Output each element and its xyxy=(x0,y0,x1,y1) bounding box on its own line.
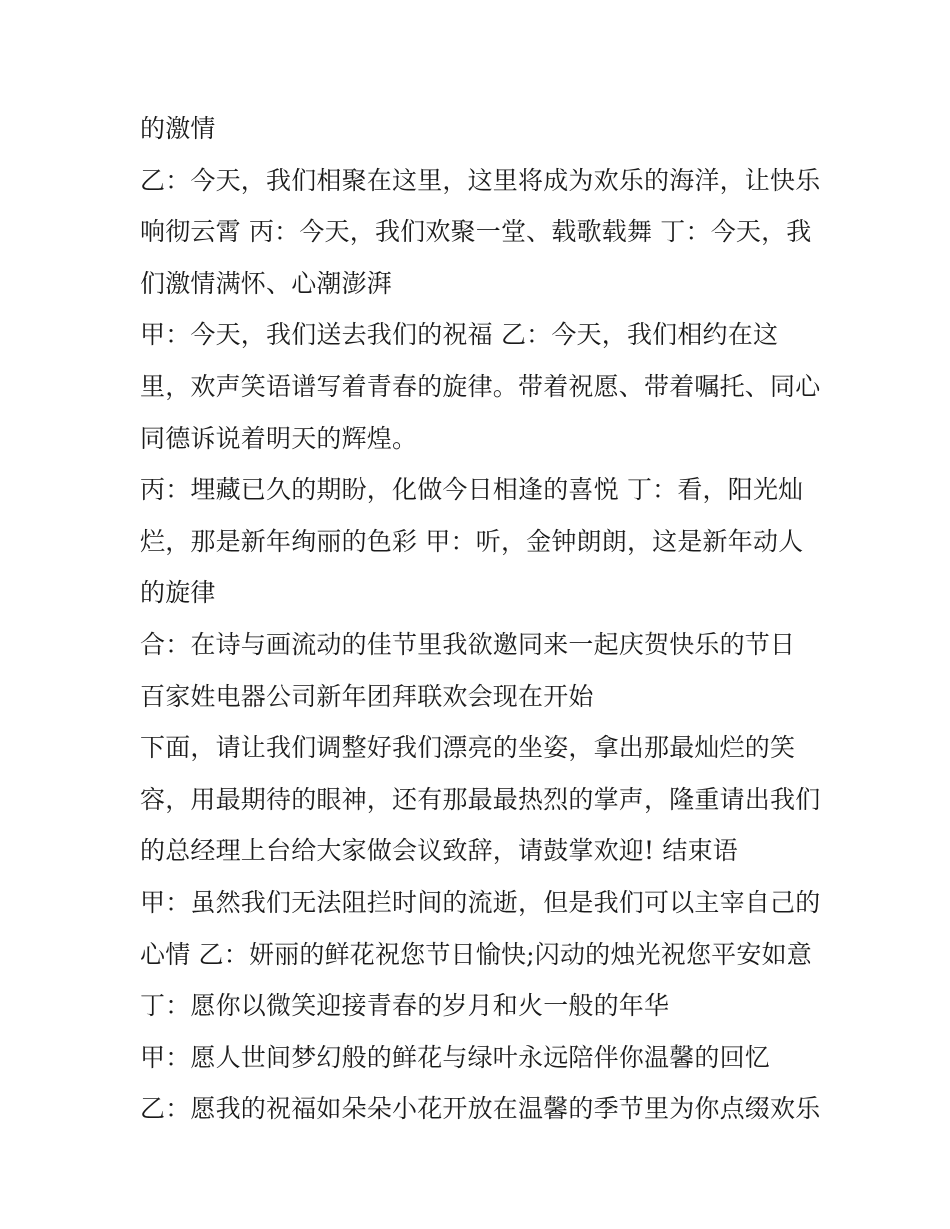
text-line: 里，欢声笑语谱写着青春的旋律。带着祝愿、带着嘱托、同心 xyxy=(140,371,821,401)
text-line: 甲：愿人世间梦幻般的鲜花与绿叶永远陪伴你温馨的回忆 xyxy=(140,1042,771,1072)
text-line: 甲：今天，我们送去我们的祝福 乙：今天，我们相约在这 xyxy=(140,320,779,350)
text-line: 丙：埋藏已久的期盼，化做今日相逢的喜悦 丁：看，阳光灿 xyxy=(140,475,804,505)
text-line: 的总经理上台给大家做会议致辞，请鼓掌欢迎! 结束语 xyxy=(140,836,738,866)
text-line: 乙：今天，我们相聚在这里，这里将成为欢乐的海洋，让快乐 xyxy=(140,165,821,195)
document-body xyxy=(140,103,840,1135)
text-line: 百家姓电器公司新年团拜联欢会现在开始 xyxy=(140,681,594,711)
text-line: 的激情 xyxy=(140,114,216,143)
text-line: 心情 乙：妍丽的鲜花祝您节日愉快;闪动的烛光祝您平安如意 xyxy=(140,939,812,969)
text-line: 容，用最期待的眼神，还有那最最热烈的掌声，隆重请出我们 xyxy=(140,784,821,814)
text-line: 丁：愿你以微笑迎接青春的岁月和火一般的年华 xyxy=(140,991,670,1021)
text-line: 同德诉说着明天的辉煌。 xyxy=(140,423,418,453)
text-line: 下面，请让我们调整好我们漂亮的坐姿，拿出那最灿烂的笑 xyxy=(140,733,796,763)
text-line: 乙：愿我的祝福如朵朵小花开放在温馨的季节里为你点缀欢乐 xyxy=(140,1094,821,1124)
text-line: 的旋律 xyxy=(140,578,216,608)
text-line: 烂，那是新年绚丽的色彩 甲：听，金钟朗朗，这是新年动人 xyxy=(140,526,804,556)
text-line: 们激情满怀、心潮澎湃 xyxy=(140,268,393,298)
text-line: 响彻云霄 丙：今天，我们欢聚一堂、载歌载舞 丁：今天，我 xyxy=(140,217,812,247)
text-line: 合：在诗与画流动的佳节里我欲邀同来一起庆贺快乐的节日 xyxy=(140,629,796,659)
text-line: 甲：虽然我们无法阻拦时间的流逝，但是我们可以主宰自己的 xyxy=(140,887,821,917)
